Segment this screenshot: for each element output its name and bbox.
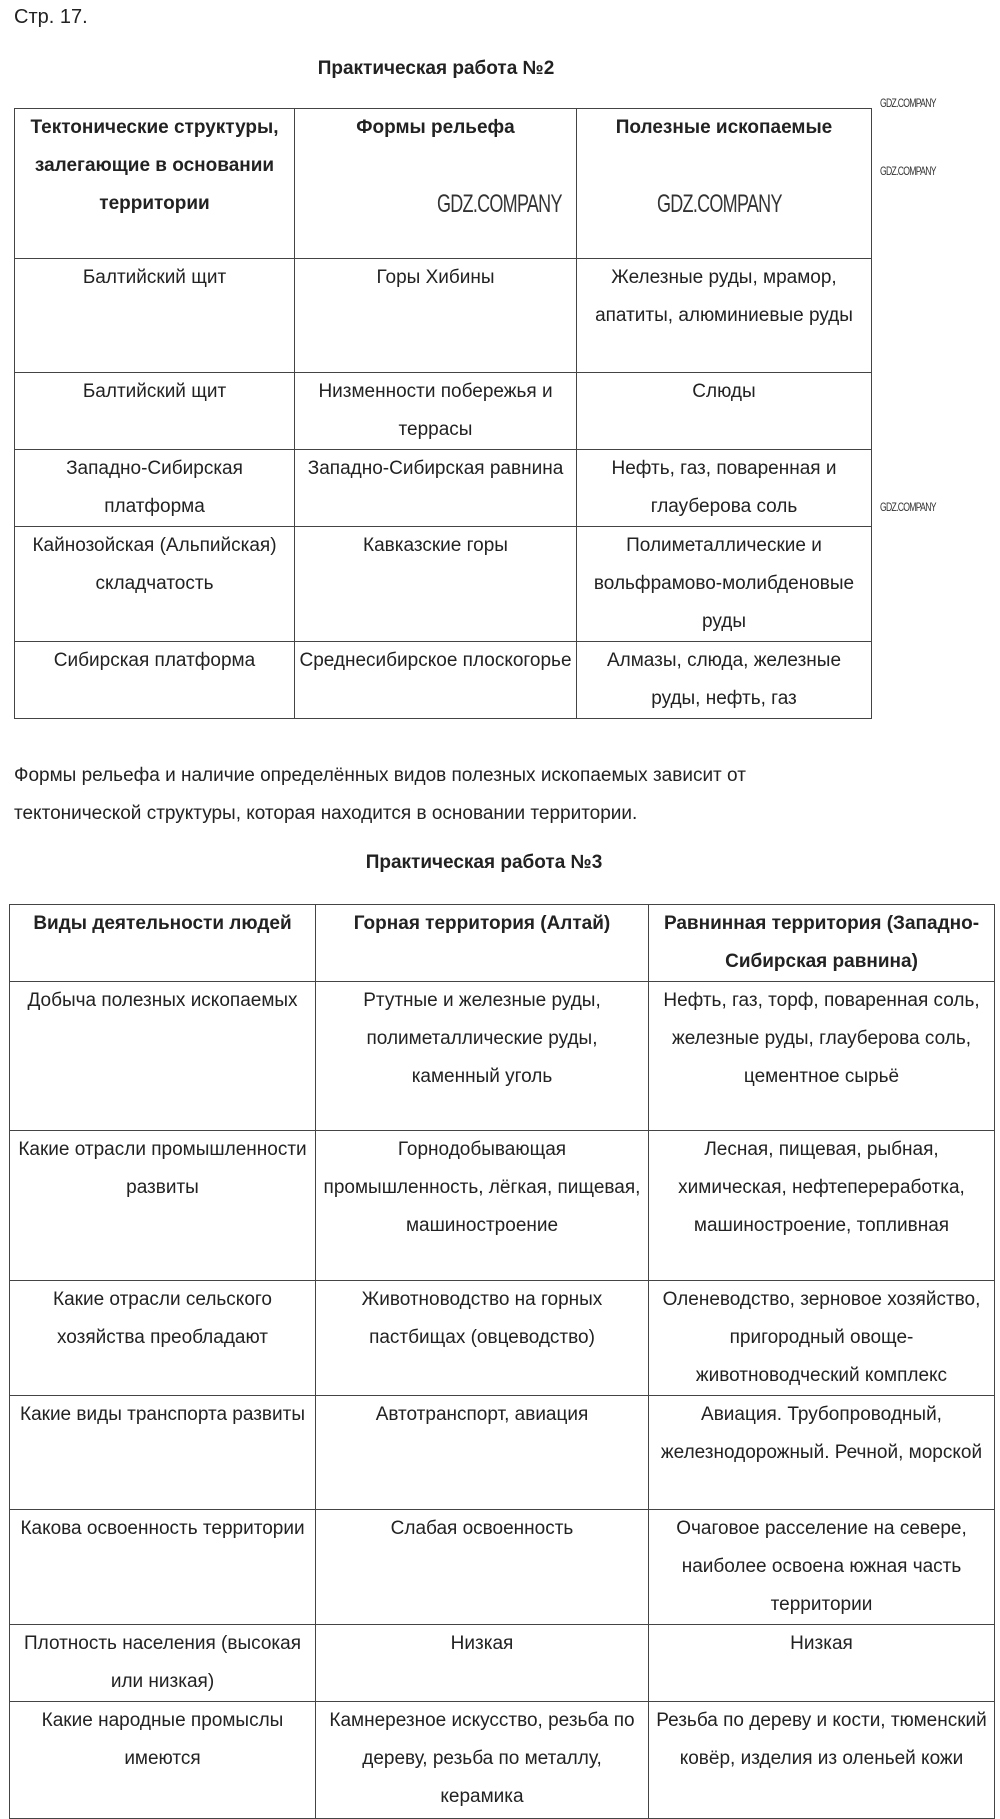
table-header-row bbox=[10, 905, 995, 982]
table-cell: Какова освоенность территории bbox=[10, 1510, 316, 1625]
table-cell: Полиметаллические и вольфрамово-молибденовые руды bbox=[577, 527, 872, 642]
table-row bbox=[10, 1131, 995, 1281]
table-row bbox=[10, 1281, 995, 1396]
table-cell: Кавказские горы bbox=[295, 527, 577, 642]
table-cell: Очаговое расселение на севере, наиболее освоена южная часть территории bbox=[649, 1510, 995, 1625]
work2-title-text: Практическая работа №2 bbox=[317, 58, 555, 79]
table-cell: Слабая освоенность bbox=[316, 1510, 649, 1625]
table-cell: Плотность населения (высокая или низкая) bbox=[10, 1625, 316, 1702]
table-cell: Лесная, пищевая, рыбная, химическая, нефтепереработка, машиностроение, топливная bbox=[649, 1131, 995, 1281]
table-cell: Нефть, газ, торф, поваренная соль, железные руды, глауберова соль, цементное сырьё bbox=[649, 982, 995, 1131]
table-row bbox=[10, 1702, 995, 1819]
work3-table bbox=[9, 904, 995, 1819]
conclusion-text: Формы рельефа и наличие определённых видов полезных ископаемых зависит от тектонической структуры, которая находится в основании территории. bbox=[14, 765, 746, 824]
table-row bbox=[15, 450, 872, 527]
table-row bbox=[10, 1625, 995, 1702]
table-cell: Авиация. Трубопроводный, железнодорожный. Речной, морской bbox=[649, 1396, 995, 1510]
table-cell: Низменности побережья и террасы bbox=[295, 373, 577, 450]
header-cell: Равнинная территория (Западно-Сибирская равнина) bbox=[649, 905, 995, 982]
table-cell: Слюды bbox=[577, 373, 872, 450]
table-cell: Горы Хибины bbox=[295, 259, 577, 373]
table-cell: Низкая bbox=[316, 1625, 649, 1702]
work3-title-text: Практическая работа №3 bbox=[365, 852, 603, 873]
table-cell: Оленеводство, зерновое хозяйство, пригородный овоще-животноводческий комплекс bbox=[649, 1281, 995, 1396]
table-cell: Какие народные промыслы имеются bbox=[10, 1702, 316, 1819]
table-row bbox=[15, 527, 872, 642]
header-cell: Тектонические структуры, залегающие в основании территории bbox=[15, 109, 295, 259]
table-row bbox=[15, 259, 872, 373]
table-row bbox=[10, 982, 995, 1131]
work3-title bbox=[0, 852, 1000, 874]
table-cell: Алмазы, слюда, железные руды, нефть, газ bbox=[577, 642, 872, 719]
work2-title bbox=[0, 58, 1000, 80]
header-cell: Полезные ископаемые bbox=[577, 109, 872, 259]
watermark: GDZ.COMPANY bbox=[437, 190, 562, 218]
table-cell: Автотранспорт, авиация bbox=[316, 1396, 649, 1510]
watermark: GDZ.COMPANY bbox=[880, 96, 936, 110]
table-row bbox=[10, 1396, 995, 1510]
table-cell: Сибирская платформа bbox=[15, 642, 295, 719]
table-cell: Нефть, газ, поваренная и глауберова соль bbox=[577, 450, 872, 527]
table-cell: Горнодобывающая промышленность, лёгкая, пищевая, машиностроение bbox=[316, 1131, 649, 1281]
table-cell: Какие отрасли промышленности развиты bbox=[10, 1131, 316, 1281]
table-row bbox=[10, 1510, 995, 1625]
watermark: GDZ.COMPANY bbox=[657, 190, 782, 218]
table-header-row bbox=[15, 109, 872, 259]
work2-table bbox=[14, 108, 872, 719]
table-cell: Среднесибирское плоскогорье bbox=[295, 642, 577, 719]
page-label: Стр. 17. bbox=[14, 6, 88, 28]
table-cell: Западно-Сибирская платформа bbox=[15, 450, 295, 527]
table-cell: Кайнозойская (Альпийская) складчатость bbox=[15, 527, 295, 642]
table-cell: Балтийский щит bbox=[15, 259, 295, 373]
table-cell: Какие виды транспорта развиты bbox=[10, 1396, 316, 1510]
header-cell: Виды деятельности людей bbox=[10, 905, 316, 982]
table-cell: Какие отрасли сельского хозяйства преобладают bbox=[10, 1281, 316, 1396]
table-cell: Добыча полезных ископаемых bbox=[10, 982, 316, 1131]
table-cell: Животноводство на горных пастбищах (овцеводство) bbox=[316, 1281, 649, 1396]
table-cell: Ртутные и железные руды, полиметаллические руды, каменный уголь bbox=[316, 982, 649, 1131]
header-cell: Горная территория (Алтай) bbox=[316, 905, 649, 982]
table-cell: Резьба по дереву и кости, тюменский ковёр, изделия из оленьей кожи bbox=[649, 1702, 995, 1819]
header-cell: Формы рельефа bbox=[295, 109, 577, 259]
table-row bbox=[15, 642, 872, 719]
watermark: GDZ.COMPANY bbox=[880, 500, 936, 514]
table-cell: Западно-Сибирская равнина bbox=[295, 450, 577, 527]
watermark: GDZ.COMPANY bbox=[880, 164, 936, 178]
table-cell: Балтийский щит bbox=[15, 373, 295, 450]
table-cell: Низкая bbox=[649, 1625, 995, 1702]
table-cell: Железные руды, мрамор, апатиты, алюминиевые руды bbox=[577, 259, 872, 373]
table-cell: Камнерезное искусство, резьба по дереву, резьба по металлу, керамика bbox=[316, 1702, 649, 1819]
table-row bbox=[15, 373, 872, 450]
